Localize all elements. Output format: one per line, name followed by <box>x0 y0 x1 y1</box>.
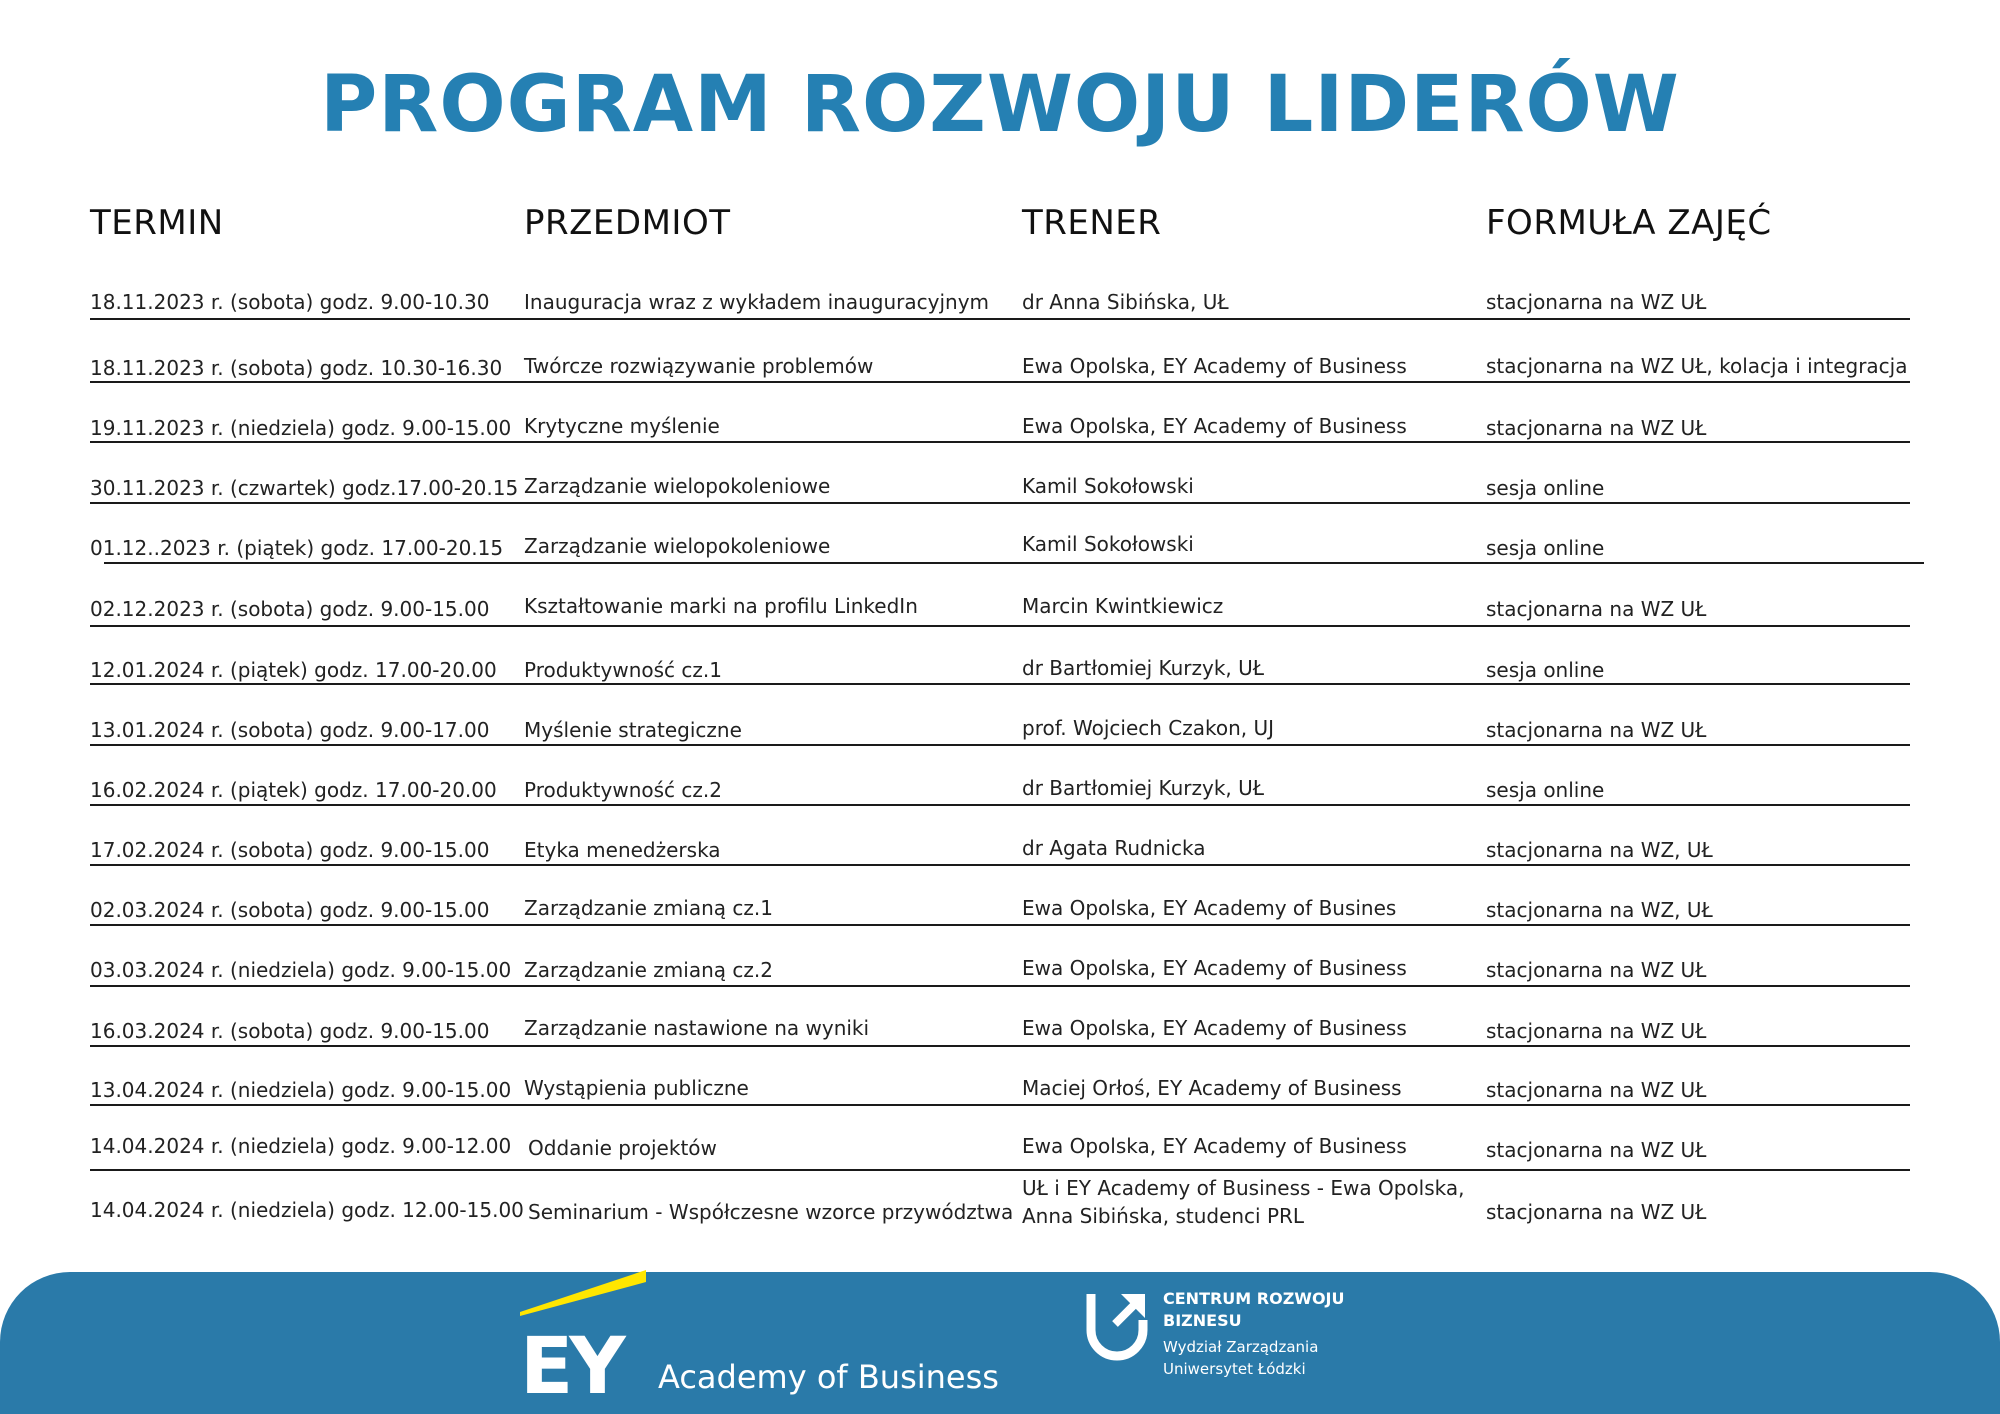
column-header-formula: FORMUŁA ZAJĘĆ <box>1486 203 1772 243</box>
cell-termin: 03.03.2024 r. (niedziela) godz. 9.00-15.00 <box>90 958 512 982</box>
cell-przedmiot: Zarządzanie wielopokoleniowe <box>524 474 831 498</box>
cell-przedmiot: Produktywność cz.1 <box>524 658 722 682</box>
table-row <box>90 412 1910 443</box>
table-row <box>90 654 1910 685</box>
cell-przedmiot: Krytyczne myślenie <box>524 414 720 438</box>
cell-formula: stacjonarna na WZ UŁ <box>1486 1078 1707 1102</box>
cell-przedmiot: Oddanie projektów <box>528 1136 717 1160</box>
cell-trener: Ewa Opolska, EY Academy of Business <box>1022 1134 1407 1158</box>
cell-termin: 02.12.2023 r. (sobota) godz. 9.00-15.00 <box>90 597 490 621</box>
cell-termin: 16.03.2024 r. (sobota) godz. 9.00-15.00 <box>90 1019 490 1043</box>
cell-formula: stacjonarna na WZ UŁ <box>1486 958 1707 982</box>
cell-formula: stacjonarna na WZ, UŁ <box>1486 838 1713 862</box>
cell-termin: 01.12..2023 r. (piątek) godz. 17.00-20.15 <box>90 536 504 560</box>
crb-logo <box>1085 1288 1405 1398</box>
cell-termin: 12.01.2024 r. (piątek) godz. 17.00-20.00 <box>90 658 497 682</box>
ey-slash-icon <box>520 1270 650 1316</box>
cell-trener: Ewa Opolska, EY Academy of Business <box>1022 1016 1407 1040</box>
column-header-trener: TRENER <box>1022 203 1162 243</box>
cell-formula: sesja online <box>1486 658 1605 682</box>
cell-formula: stacjonarna na WZ UŁ <box>1486 718 1707 742</box>
cell-trener: Kamil Sokołowski <box>1022 474 1194 498</box>
cell-przedmiot: Zarządzanie zmianą cz.2 <box>524 958 773 982</box>
cell-przedmiot: Myślenie strategiczne <box>524 718 742 742</box>
cell-termin: 16.02.2024 r. (piątek) godz. 17.00-20.00 <box>90 778 497 802</box>
cell-przedmiot: Etyka menedżerska <box>524 838 721 862</box>
table-row <box>90 894 1910 926</box>
cell-termin: 13.01.2024 r. (sobota) godz. 9.00-17.00 <box>90 718 490 742</box>
cell-formula: stacjonarna na WZ UŁ <box>1486 290 1707 314</box>
cell-formula: stacjonarna na WZ UŁ <box>1486 597 1707 621</box>
page-title: PROGRAM ROZWOJU LIDERÓW <box>320 60 1680 150</box>
cell-trener: Ewa Opolska, EY Academy of Busines <box>1022 896 1397 920</box>
cell-formula: stacjonarna na WZ UŁ <box>1486 416 1707 440</box>
footer-bar <box>0 1272 2000 1414</box>
column-header-przedmiot: PRZEDMIOT <box>524 203 731 243</box>
cell-termin: 02.03.2024 r. (sobota) godz. 9.00-15.00 <box>90 898 490 922</box>
cell-przedmiot: Seminarium - Współczesne wzorce przywództwa <box>528 1200 1014 1224</box>
cell-trener-line2: Anna Sibińska, studenci PRL <box>1022 1204 1305 1228</box>
cell-przedmiot: Twórcze rozwiązywanie problemów <box>524 354 874 378</box>
cell-trener: dr Bartłomiej Kurzyk, UŁ <box>1022 656 1265 680</box>
table-row <box>90 352 1910 383</box>
cell-przedmiot: Produktywność cz.2 <box>524 778 722 802</box>
table-row <box>90 532 1910 562</box>
cell-trener: Ewa Opolska, EY Academy of Business <box>1022 956 1407 980</box>
crb-name-line1: CENTRUM ROZWOJU <box>1163 1289 1345 1308</box>
crb-sub-line2: Uniwersytet Łódzki <box>1163 1360 1306 1378</box>
crb-arrow-icon <box>1085 1290 1149 1362</box>
cell-przedmiot: Wystąpienia publiczne <box>524 1076 749 1100</box>
table-row <box>90 1132 1910 1171</box>
cell-termin: 18.11.2023 r. (sobota) godz. 10.30-16.30 <box>90 356 503 380</box>
table-row <box>90 714 1910 746</box>
crb-text <box>1163 1288 1345 1380</box>
ey-logo <box>520 1270 1000 1414</box>
cell-trener: Ewa Opolska, EY Academy of Business <box>1022 414 1407 438</box>
cell-formula: stacjonarna na WZ UŁ <box>1486 1200 1707 1224</box>
cell-termin: 14.04.2024 r. (niedziela) godz. 12.00-15.00 <box>90 1198 524 1222</box>
table-row <box>90 1174 1910 1234</box>
column-header-termin: TERMIN <box>90 203 224 243</box>
cell-termin: 19.11.2023 r. (niedziela) godz. 9.00-15.00 <box>90 416 512 440</box>
cell-termin: 13.04.2024 r. (niedziela) godz. 9.00-15.00 <box>90 1078 512 1102</box>
cell-przedmiot: Zarządzanie nastawione na wyniki <box>524 1016 870 1040</box>
cell-trener: dr Agata Rudnicka <box>1022 836 1206 860</box>
cell-formula: sesja online <box>1486 476 1605 500</box>
cell-trener: Marcin Kwintkiewicz <box>1022 594 1224 618</box>
cell-przedmiot: Zarządzanie zmianą cz.1 <box>524 896 773 920</box>
table-row <box>90 834 1910 866</box>
cell-trener: prof. Wojciech Czakon, UJ <box>1022 716 1275 740</box>
ey-wordmark: EY <box>520 1322 622 1412</box>
table-row <box>90 954 1910 987</box>
ey-subtitle: Academy of Business <box>658 1358 999 1396</box>
row-divider <box>104 562 1924 564</box>
cell-formula: stacjonarna na WZ UŁ, kolacja i integracja <box>1486 354 1908 378</box>
cell-przedmiot: Kształtowanie marki na profilu LinkedIn <box>524 594 918 618</box>
cell-termin: 14.04.2024 r. (niedziela) godz. 9.00-12.00 <box>90 1134 512 1158</box>
cell-trener: Maciej Orłoś, EY Academy of Business <box>1022 1076 1402 1100</box>
cell-trener: dr Anna Sibińska, UŁ <box>1022 290 1229 314</box>
cell-formula: stacjonarna na WZ UŁ <box>1486 1138 1707 1162</box>
cell-trener: dr Bartłomiej Kurzyk, UŁ <box>1022 776 1265 800</box>
cell-formula: sesja online <box>1486 778 1605 802</box>
table-row <box>90 288 1910 320</box>
cell-termin: 18.11.2023 r. (sobota) godz. 9.00-10.30 <box>90 290 490 314</box>
cell-trener: Ewa Opolska, EY Academy of Business <box>1022 354 1407 378</box>
crb-sub-line1: Wydział Zarządzania <box>1163 1338 1319 1356</box>
cell-trener: UŁ i EY Academy of Business - Ewa Opolska, <box>1022 1176 1465 1200</box>
cell-przedmiot: Zarządzanie wielopokoleniowe <box>524 534 831 558</box>
crb-name-line2: BIZNESU <box>1163 1311 1242 1330</box>
table-row <box>90 774 1910 806</box>
table-row <box>90 1074 1910 1106</box>
cell-przedmiot: Inauguracja wraz z wykładem inauguracyjnym <box>524 290 990 314</box>
cell-termin: 17.02.2024 r. (sobota) godz. 9.00-15.00 <box>90 838 490 862</box>
table-row <box>90 592 1910 627</box>
cell-formula: stacjonarna na WZ UŁ <box>1486 1019 1707 1043</box>
table-row <box>90 472 1910 504</box>
table-row <box>90 1014 1910 1047</box>
cell-formula: stacjonarna na WZ, UŁ <box>1486 898 1713 922</box>
cell-formula: sesja online <box>1486 536 1605 560</box>
cell-trener: Kamil Sokołowski <box>1022 532 1194 556</box>
cell-termin: 30.11.2023 r. (czwartek) godz.17.00-20.15 <box>90 476 519 500</box>
